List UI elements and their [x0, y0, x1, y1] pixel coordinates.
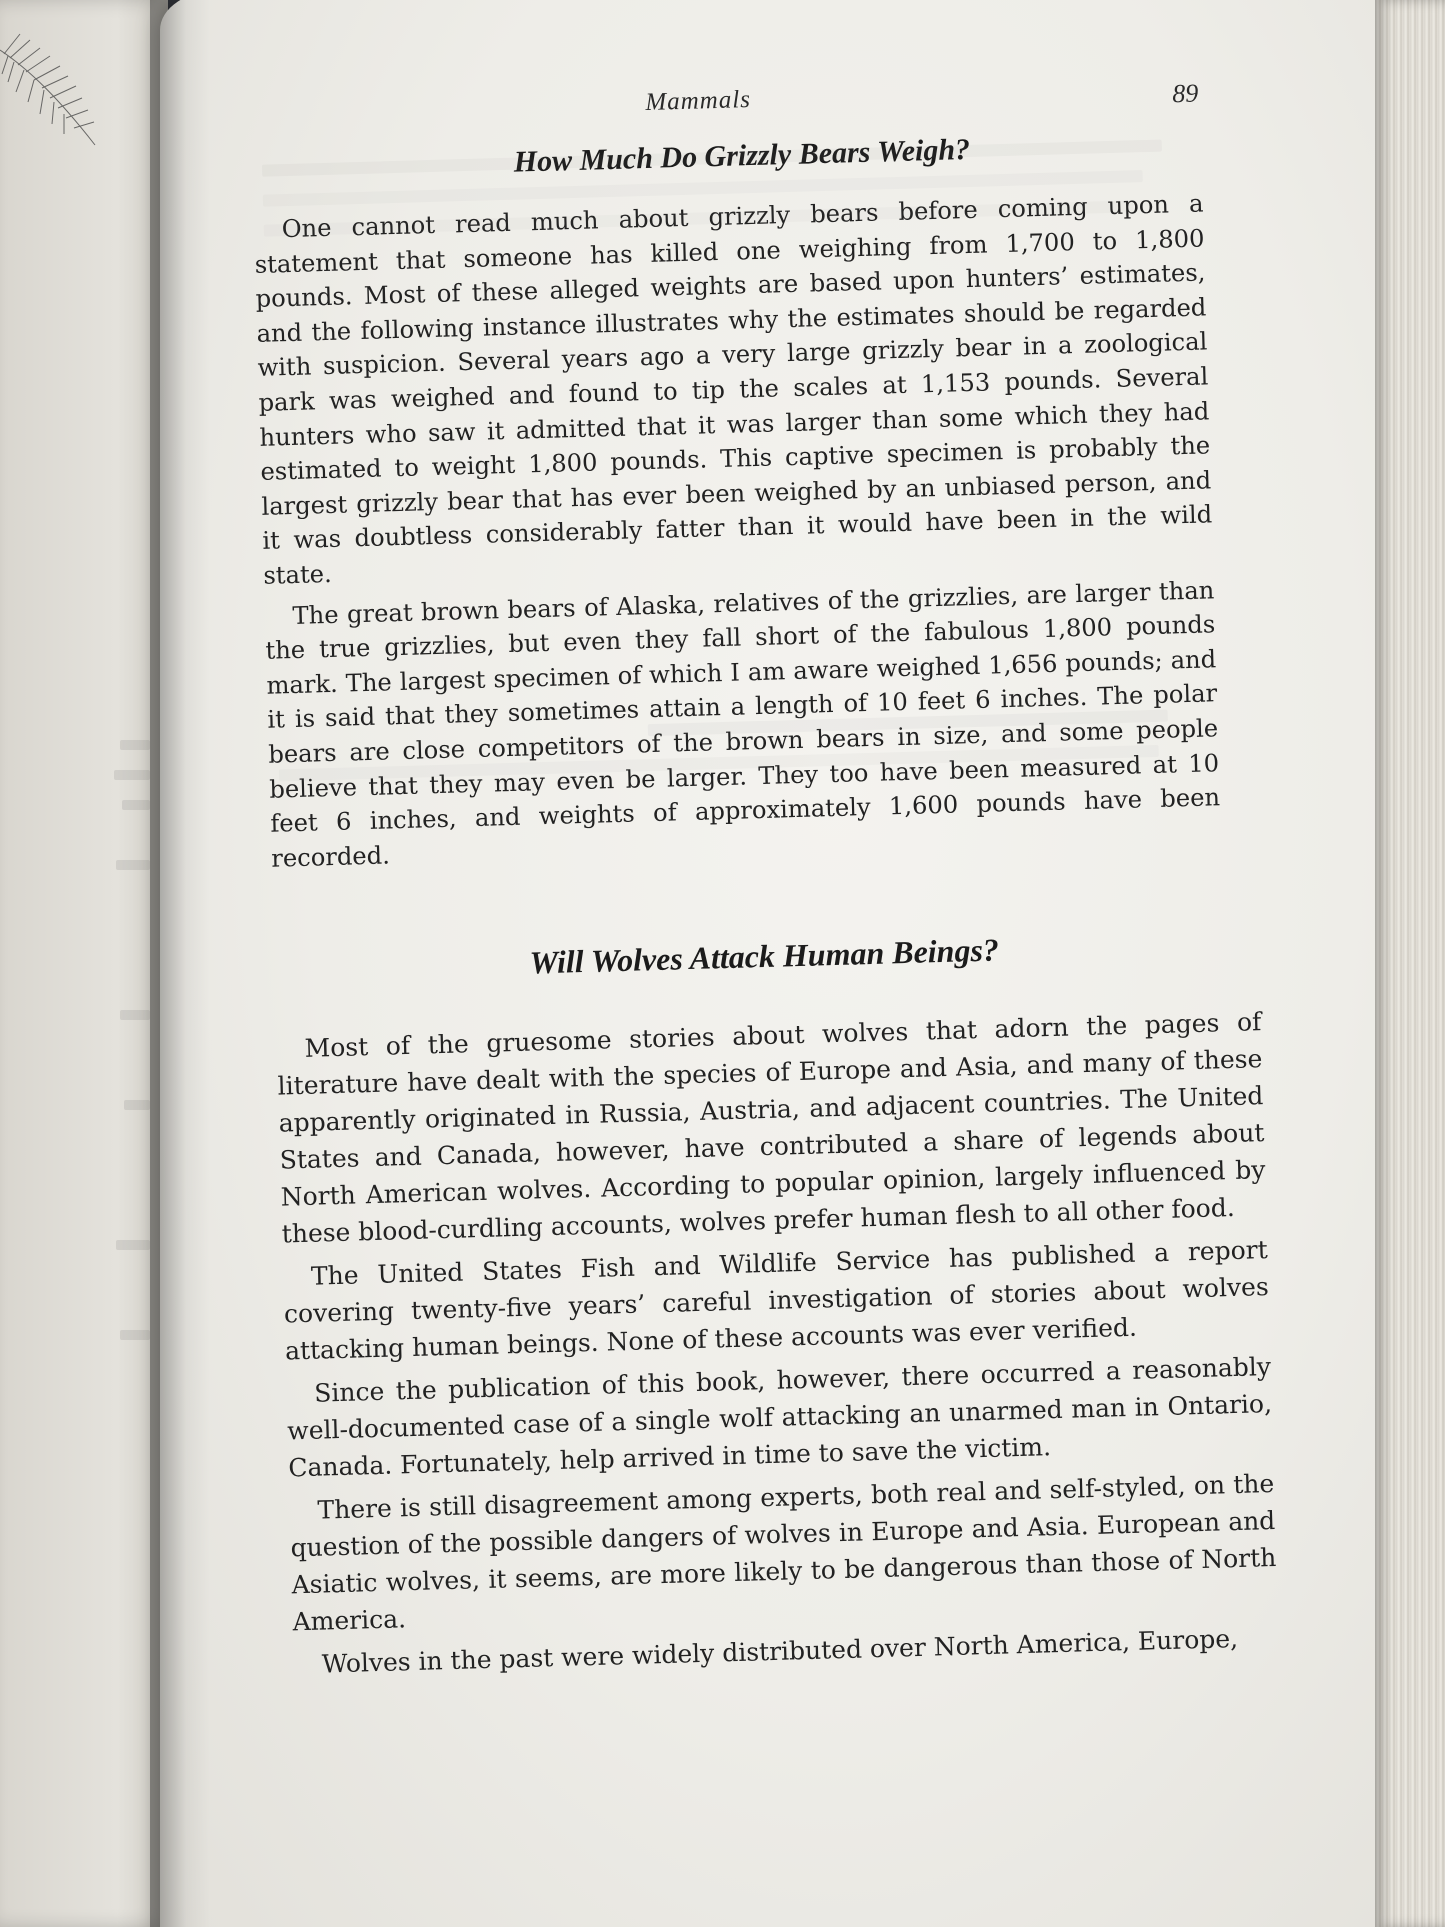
section-heading: How Much Do Grizzly Bears Weigh? — [513, 132, 971, 179]
feather-illustration — [0, 20, 110, 150]
page-content — [250, 66, 1334, 1690]
paragraph: One cannot read much about grizzly bears before coming upon a statement that someone has killed one weighing from 1,700 to 1,800 pounds. Most of these alleged weights are based upon hunters’ estimates, and the following instance illustrates why the estimates should be regarded with suspicion. Several years ago a very large grizzly bear in a zoological park was weighed and found to tip the scales at 1,153 pounds. Several hunters who saw it admitted that it was larger than some which they had estimated to weight 1,800 pounds. This captive specimen is probably the largest grizzly bear that has ever been weighed by an unbiased person, and it was doubtless considerably fatter than it would have been in the wild state. — [254, 189, 1213, 590]
section-wolves — [274, 923, 1334, 1684]
paragraph: Most of the gruesome stories about wolves that adorn the pages of literature have dealt with the species of Europe and Asia, and many of these apparently originated in Russia, Austria, and adjacent countries. The United States and Canada, however, have contributed a share of legends about North American wolves. According to popular opinion, largely influenced by these blood-curdling accounts, wolves prefer human flesh to all other food. — [277, 1007, 1266, 1249]
paragraph: Since the publication of this book, however, there occurred a reasonably well-documented case of a single wolf attacking an unarmed man in Ontario, Canada. Fortunately, help arrived in time to save the victim. — [286, 1352, 1273, 1483]
paragraph: There is still disagreement among experts, both real and self-styled, on the question of the possible dangers of wolves in Europe and Asia. European and Asiatic wolves, it seems, are more likely to be dangerous than those of North America. — [290, 1469, 1277, 1637]
paragraph: The United States Fish and Wildlife Service has published a report covering twenty-five years’ careful investigation of stories about wolves attacking human beings. None of these accounts was ever verified. — [283, 1235, 1270, 1366]
left-page — [0, 0, 168, 1927]
book-gutter-shadow — [150, 0, 210, 1927]
page-number: 89 — [1171, 78, 1199, 109]
paragraph: The great brown bears of Alaska, relatives of the grizzlies, are larger than the true grizzlies, but even they fall short of the fabulous 1,800 pounds mark. The largest specimen of which I am aware weighed 1,656 pounds; and it is said that they sometimes attain a length of 10 feet 6 inches. The polar bears are close competitors of the brown bears in size, and some people believe that they may even be larger. They too have been measured at 10 feet 6 inches, and weights of approximately 1,600 pounds have been recorded. — [265, 575, 1221, 873]
page-edges — [1375, 0, 1445, 1927]
section-heading: Will Wolves Attack Human Beings? — [529, 931, 1000, 981]
paragraph: Wolves in the past were widely distributed over North America, Europe, — [321, 1624, 1239, 1679]
running-title: Mammals — [644, 86, 752, 116]
